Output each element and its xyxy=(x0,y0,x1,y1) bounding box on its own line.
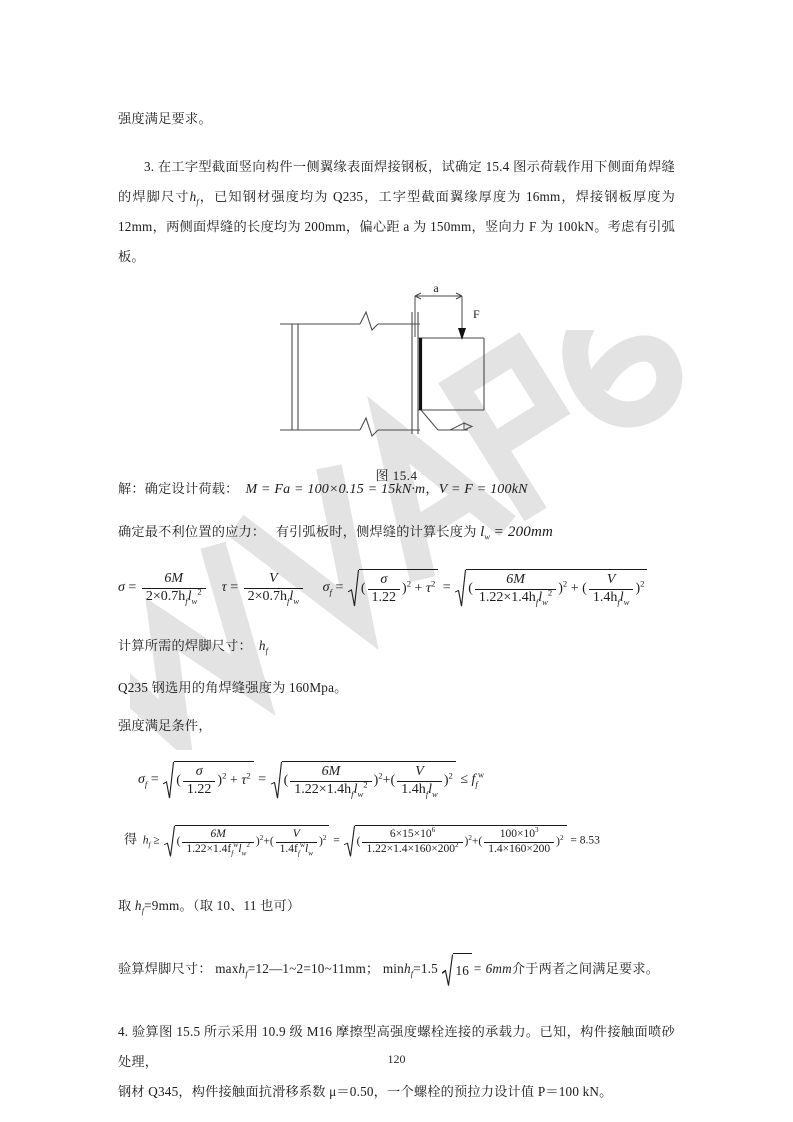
f1-den6m-sub: f xyxy=(535,596,539,607)
paragraph-critical-stress xyxy=(118,517,675,547)
f1-tausq: τ xyxy=(425,581,431,597)
f3-sup-c: 2 xyxy=(468,833,472,842)
f1-den-sigma-a: 2×0.7h xyxy=(145,588,186,604)
paragraph-problem-4-line1: 4. 验算图 15.5 所示采用 10.9 级 M16 摩擦型高强度螺栓连接的承载力。已知，构件接触面喷砂处理， xyxy=(118,1024,675,1070)
f3-den2 xyxy=(276,840,317,857)
f3-plus-b: + xyxy=(471,835,479,848)
f2-radbody-1: ( $\frac{\sigma}{1.22}$ )$^2 + \tau^2$ xyxy=(174,761,253,799)
problem3-text-part2: ，已知钢材强度均为 Q235，工字型截面翼缘厚度为 16mm，焊接钢板厚度为 12mm，两侧面焊缝的长度均为 200mm，偏心距 a 为 150mm，竖向力 F 为 100kN。考虑有引弧板。 xyxy=(118,189,675,264)
f1-sig-num: σ xyxy=(368,572,401,590)
figure-15-4 xyxy=(118,282,675,483)
f1-sup-d: 2 xyxy=(640,578,645,589)
f3-sup-a: 2 xyxy=(259,833,264,842)
f3-radbody-2: ( $\frac{6\times 15\times 10^6}{1.22\times 1.4\times 160\times 200^2}$ )$^2$+( $\frac{100\times 10^3}{1.4\times 160\times 200}$ )$^2$ xyxy=(355,825,567,857)
f1-eq2: = xyxy=(230,580,239,596)
formula-row-3 xyxy=(118,825,675,857)
f1-frac-sigma xyxy=(142,571,206,605)
f3-den4: 1.4×160×200 xyxy=(488,842,551,855)
paragraph-problem-3 xyxy=(118,152,675,272)
f2-den6m-lsup: 2 xyxy=(363,778,368,789)
f3-den1-lsup: 2 xyxy=(246,840,250,849)
equation-moment: M = Fa = 100×0.15 = 15kN·m xyxy=(245,482,426,497)
f1-frac-6M-big xyxy=(475,572,556,606)
f3-prefix: 得 xyxy=(124,831,138,847)
f2-radsym-2 xyxy=(271,761,282,799)
f2-num6m: 6M xyxy=(290,764,371,782)
f2-frac-V xyxy=(397,764,442,798)
f2-sigmaf: σ xyxy=(138,772,145,788)
f1-den-tau-sub1: f xyxy=(287,595,290,606)
f1-num-V: V xyxy=(244,571,304,589)
lw-subscript: w xyxy=(484,532,491,542)
f1-denv-sub: f xyxy=(617,596,620,607)
f2-fw-sub: f xyxy=(475,779,478,790)
f2-den6m xyxy=(290,778,371,799)
f1-den6m-txt: 1.22×1.4h xyxy=(478,589,536,605)
f2-sup-b: 2 xyxy=(246,770,251,781)
f1-radical-2 xyxy=(455,569,647,607)
stress-lead: 确定最不利位置的应力： xyxy=(118,524,266,539)
formula-row-2 xyxy=(118,761,675,799)
f1-tau: τ xyxy=(221,580,227,596)
f3-den2-l: l xyxy=(305,842,309,855)
f3-den3-txt: 1.22×1.4×160×200 xyxy=(366,842,455,855)
f1-den-sigma-l: l xyxy=(187,588,192,604)
check-max-value: =12—1~2=10~11mm； xyxy=(247,961,380,977)
figure-label-F: F xyxy=(472,307,480,321)
need-hf-symbol: h xyxy=(258,638,266,654)
f1-denv-lsub: w xyxy=(623,596,630,607)
figure-caption: 图 15.4 xyxy=(375,468,418,483)
f1-radical-1 xyxy=(348,569,438,607)
paragraph-q235-strength: Q235 钢选用的角焊缝强度为 160Mpa。 xyxy=(118,680,348,696)
f1-den-tau-a: 2×0.7h xyxy=(247,588,287,604)
paragraph-take-hf xyxy=(118,891,675,921)
f2-sig-den: 1.22 xyxy=(186,781,212,797)
f2-eq1: = xyxy=(150,772,159,788)
f3-frac-1 xyxy=(182,828,254,856)
take-hf-h: h xyxy=(134,898,142,914)
f1-num-6M: 6M xyxy=(142,571,206,589)
f3-radsym-1 xyxy=(164,825,175,857)
f3-radbody-1: ( $\frac{6M}{1.22\times 1.4f_f^wl_w^2}$ )$^2$+( $\frac{V}{1.4f_f^wl_w}$ )$^2$ xyxy=(175,825,330,857)
f1-sup-b: 2 xyxy=(430,578,436,589)
f3-den2-txt: 1.4f xyxy=(279,842,298,855)
f3-num3 xyxy=(362,828,462,843)
f3-plus-a: + xyxy=(263,835,270,848)
f3-num3-txt: 6×15×10 xyxy=(389,828,432,841)
f2-tausq: τ xyxy=(241,773,247,789)
f1-eq1: = xyxy=(128,580,137,596)
f2-den6m-sub: f xyxy=(351,788,354,799)
f1-sigma: σ xyxy=(118,580,125,596)
f3-frac-2 xyxy=(276,828,317,856)
f3-den2-sub: f xyxy=(297,848,300,857)
f1-radbody-1: ( $\frac{\sigma}{1.22}$ )$^2 + \tau^2$ xyxy=(359,569,438,607)
f1-den6m-b xyxy=(475,586,556,607)
f3-num4-sup: 3 xyxy=(535,826,539,835)
check-sqrt xyxy=(442,953,472,987)
f3-den1 xyxy=(182,840,254,857)
f3-sup-b: 2 xyxy=(322,833,327,842)
f2-den6m-txt: 1.22×1.4h xyxy=(294,781,352,797)
f1-den-tau-sub2: w xyxy=(293,595,300,606)
figure-label-a: a xyxy=(432,282,439,295)
page-number: 120 xyxy=(387,1052,406,1066)
f3-frac-4 xyxy=(484,828,554,856)
equation-shear: V = F = 100kN xyxy=(438,482,528,497)
f2-fw-sup: w xyxy=(477,769,485,780)
f3-sup-d: 2 xyxy=(559,833,564,842)
f2-sig-num: σ xyxy=(183,764,216,782)
f1-den-sigma-sup: 2 xyxy=(197,585,202,596)
f1-denv-txt: 1.4h xyxy=(592,589,618,605)
f1-sig-den: 1.22 xyxy=(371,589,397,605)
check-lead: 验算焊脚尺寸： xyxy=(118,961,212,977)
paragraph-check-hf xyxy=(118,953,675,987)
f1-frac-V-big xyxy=(589,572,634,606)
solution-lead: 解：确定设计荷载： xyxy=(118,481,239,496)
f3-hf: h xyxy=(142,834,149,847)
f2-denv-sub: f xyxy=(425,788,429,799)
f3-frac-3 xyxy=(362,828,462,856)
check-min-label: min xyxy=(382,961,404,977)
f3-den1-sup: w xyxy=(233,840,239,849)
f3-num1: 6M xyxy=(182,828,254,843)
f1-den-tau-l: l xyxy=(289,588,294,604)
f1-sigmaf-sub: f xyxy=(329,587,332,598)
check-h1: h xyxy=(238,961,246,977)
f1-plus-a: + xyxy=(414,581,423,597)
f3-den2-lsub: w xyxy=(308,848,313,857)
check-h1-sub: f xyxy=(245,969,248,979)
take-hf-prefix: 取 xyxy=(118,898,132,914)
check-sqrt-body: 16 xyxy=(453,953,472,987)
formula-row-1-inner xyxy=(118,569,675,607)
paragraph-strength-ok: 强度满足要求。 xyxy=(118,111,212,126)
f2-sigmaf-sub: f xyxy=(144,779,148,790)
take-hf-sub: f xyxy=(141,906,145,916)
f3-num4 xyxy=(484,828,554,843)
f2-sup-d: 2 xyxy=(448,770,453,781)
f3-den1-lsub: w xyxy=(241,848,247,857)
f2-denv-lsub: w xyxy=(432,788,438,799)
lw-symbol: l xyxy=(480,524,485,540)
f1-plus-b: + xyxy=(570,581,579,597)
f1-denv-b xyxy=(589,590,634,607)
f1-den6m-lsub: w xyxy=(542,596,548,607)
f1-den-tau xyxy=(244,589,304,606)
f2-frac-6M xyxy=(290,764,371,798)
hf-symbol: h xyxy=(189,189,197,204)
f2-radical-1 xyxy=(163,761,253,799)
f2-den6m-lsub: w xyxy=(357,788,364,799)
f1-den6m-l: l xyxy=(538,589,543,605)
f3-den3-sup: 2 xyxy=(454,840,459,849)
f3-den1-l: l xyxy=(238,842,242,855)
f1-den-sigma-sub1: f xyxy=(185,595,188,606)
formula-row-2-inner xyxy=(138,761,675,799)
check-max-label: max xyxy=(215,961,239,977)
f3-radical-2 xyxy=(344,825,567,857)
f3-den2-sup: w xyxy=(299,840,306,849)
check-h2: h xyxy=(403,961,411,977)
f1-frac-tau xyxy=(244,571,304,605)
f2-plus-b: + xyxy=(382,773,391,789)
hf-subscript: f xyxy=(196,197,199,207)
check-radsym xyxy=(442,953,453,987)
f3-equals: = xyxy=(333,834,340,847)
f1-den-sigma xyxy=(142,585,206,606)
f2-eq2: = xyxy=(258,772,267,788)
f2-den6m-l: l xyxy=(353,781,358,797)
f2-denv-txt: 1.4h xyxy=(401,781,426,797)
f1-radsym-1 xyxy=(348,569,359,607)
f3-radsym-2 xyxy=(344,825,355,857)
problem3-text-part1: 3. 在工字型截面竖向构件一侧翼缘表面焊接钢板，试确定 15.4 图示荷载作用下侧面角焊缝的焊脚尺寸 xyxy=(118,159,675,204)
lw-value: = 200mm xyxy=(493,524,554,540)
f1-den6m-lsup: 2 xyxy=(547,586,553,597)
formula-row-1 xyxy=(118,569,675,607)
f1-radsym-2 xyxy=(455,569,466,607)
f3-num2: V xyxy=(276,828,317,843)
f1-sigmaf: σ xyxy=(322,580,330,596)
f2-radsym-1 xyxy=(163,761,174,799)
check-min-value: =1.5 xyxy=(413,961,438,977)
f3-hf-sub: f xyxy=(148,841,151,850)
f1-denv-l: l xyxy=(619,589,624,605)
stress-note: 有引弧板时，侧焊缝的计算长度为 xyxy=(275,524,477,539)
f2-sup-c: 2 xyxy=(378,770,383,781)
f2-radical-2 xyxy=(271,761,456,799)
f1-sup-a: 2 xyxy=(406,578,412,589)
f3-num3-sup: 6 xyxy=(431,826,436,835)
f3-den3 xyxy=(362,840,462,857)
comma-sep: ， xyxy=(425,481,439,496)
f2-plus-a: + xyxy=(229,773,238,789)
f2-leq: ≤ xyxy=(460,772,469,788)
f3-num4-txt: 100×10 xyxy=(499,828,536,841)
f3-den1-sub: f xyxy=(231,848,234,857)
f2-frac-sigma122 xyxy=(183,764,216,798)
f1-numv-b: V xyxy=(589,572,634,590)
f1-eq3: = xyxy=(335,580,344,596)
need-hf-subscript: f xyxy=(265,646,269,656)
f1-num6m-b: 6M xyxy=(475,572,556,590)
paragraph-problem-4-line2: 钢材 Q345，构件接触面抗滑移系数 μ＝0.50，一个螺栓的预拉力设计值 P＝100 kN。 xyxy=(118,1084,613,1100)
f1-eq4: = xyxy=(442,580,451,596)
f2-numv: V xyxy=(397,764,442,782)
formula-row-3-inner xyxy=(124,825,675,857)
f3-result: = 8.53 xyxy=(570,834,600,847)
f2-denv xyxy=(397,782,442,799)
f3-geq: ≥ xyxy=(153,834,160,847)
f1-sup-c: 2 xyxy=(562,578,568,589)
paragraph-condition: 强度满足条件， xyxy=(118,718,212,734)
check-h2-sub: f xyxy=(410,969,414,979)
f2-fw: f xyxy=(471,772,476,788)
f1-frac-sigma122 xyxy=(368,572,401,606)
take-hf-value: =9mm。（取 10、11 也可） xyxy=(144,898,301,914)
f2-denv-l: l xyxy=(428,781,433,797)
need-hf-text: 计算所需的焊脚尺寸： xyxy=(118,638,252,654)
f2-radbody-2: ( $\frac{6M}{1.22\times 1.4h_fl_w^2}$ )$^2$+( $\frac{V}{1.4h_fl_w}$ )$^2$ xyxy=(282,761,456,799)
check-tail: 介于两者之间满足要求。 xyxy=(511,961,660,977)
f3-radical-1 xyxy=(164,825,330,857)
paragraph-need-hf xyxy=(118,631,675,661)
check-min-result: = 6mm xyxy=(473,961,512,977)
f3-den1-txt: 1.22×1.4f xyxy=(186,842,232,855)
f2-sup-a: 2 xyxy=(222,770,227,781)
f1-radbody-2: ( $\frac{6M}{1.22\times 1.4h_fl_w^2}$ )$^2$ + ( $\frac{V}{1.4h_fl_w}$ )$^2$ xyxy=(466,569,647,607)
f1-den-sigma-sub2: w xyxy=(191,595,198,606)
